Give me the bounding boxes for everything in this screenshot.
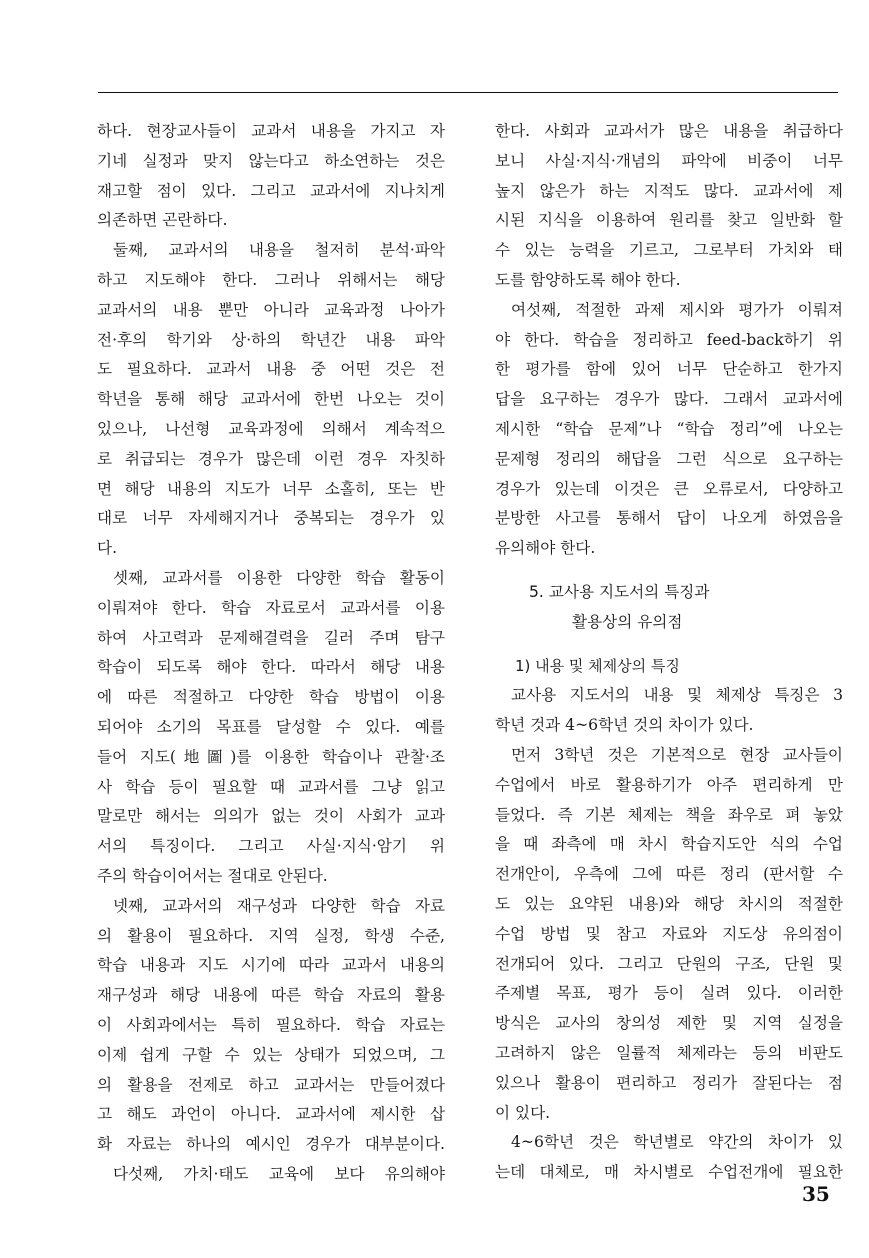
text-line: 주제별 목표, 평가 등이 실려 있다. 이러한	[495, 984, 843, 1003]
text-line: 경우가 있는데 이것은 큰 오류로서, 다양하고	[495, 479, 843, 498]
text-line: 교과서의 내용 뿐만 아니라 교육과정 나아가	[97, 300, 445, 319]
text-line: 이 사회과에서는 특히 필요하다. 학습 자료는	[97, 1015, 445, 1034]
text-line: 다.	[97, 539, 118, 558]
header-rule	[98, 92, 838, 93]
text-line: 수업 방법 및 참고 자료와 지도상 유의점이	[495, 924, 843, 943]
text-line: 의 활용이 필요하다. 지역 실정, 학생 수준,	[97, 926, 445, 945]
text-line: 학년 것과 4~6학년 것의 차이가 있다.	[495, 716, 754, 735]
text-line: 로 취급되는 경우가 많은데 이런 경우 자칫하	[97, 449, 445, 468]
text-line: 4~6학년 것은 학년별로 약간의 차이가 있	[511, 1133, 843, 1152]
text-line: 전개되어 있다. 그리고 단원의 구조, 단원 및	[495, 954, 843, 973]
text-line: 수 있는 능력을 기르고, 그로부터 가치와 태	[495, 241, 843, 260]
text-line: 전·후의 학기와 상·하의 학년간 내용 파악	[97, 330, 445, 349]
text-line: 되어야 소기의 목표를 달성할 수 있다. 예를	[97, 717, 445, 736]
text-line: 주의 학습이어서는 절대로 안된다.	[97, 866, 328, 885]
text-line: 야 한다. 학습을 정리하고 feed-back하기 위	[495, 330, 843, 349]
left-column	[97, 117, 445, 1190]
text-line: 고려하지 않은 일률적 체제라는 등의 비판도	[495, 1043, 843, 1062]
text-line: 이뤄져야 한다. 학습 자료로서 교과서를 이용	[97, 598, 445, 617]
text-line: 높지 않은가 하는 지적도 많다. 교과서에 제	[495, 181, 843, 200]
text-line: 교사용 지도서의 내용 및 체제상 특징은 3	[511, 686, 843, 705]
text-line: 먼저 3학년 것은 기본적으로 현장 교사들이	[511, 745, 843, 764]
section-heading-continued: 활용상의 유의점	[572, 612, 683, 631]
text-line: 하여 사고력과 문제해결력을 길러 주며 탐구	[97, 628, 445, 647]
text-line: 넷째, 교과서의 재구성과 다양한 학습 자료	[113, 896, 445, 915]
text-line: 면 해당 내용의 지도가 너무 소홀히, 또는 반	[97, 479, 445, 498]
text-line: 학습 내용과 지도 시기에 따라 교과서 내용의	[97, 956, 445, 975]
text-line: 문제형 정리의 해답을 그런 식으로 요구하는	[495, 449, 843, 468]
right-column	[495, 117, 843, 1188]
text-line: 들어 지도(地圖)를 이용한 학습이나 관찰·조	[97, 747, 445, 766]
text-line: 말로만 해서는 의의가 없는 것이 사회가 교과	[97, 807, 445, 826]
text-line: 하다. 현장교사들이 교과서 내용을 가지고 자	[97, 122, 445, 140]
text-line: 화 자료는 하나의 예시인 경우가 대부분이다.	[97, 1135, 445, 1154]
subsection-gap	[495, 638, 843, 652]
text-line: 대로 너무 자세해지거나 중복되는 경우가 있	[97, 509, 445, 528]
text-line: 전개안이, 우측에 그에 따른 정리 (판서할 수	[495, 865, 843, 884]
text-line: 있으나, 나선형 교육과정에 의해서 계속적으	[97, 419, 445, 438]
text-line: 있으나 활용이 편리하고 정리가 잘된다는 점	[495, 1073, 843, 1092]
text-line: 고 해도 과언이 아니다. 교과서에 제시한 삽	[97, 1105, 445, 1124]
text-line: 시된 지식을 이용하여 원리를 찾고 일반화 할	[495, 211, 843, 230]
text-line: 에 따른 적절하고 다양한 학습 방법이 이용	[97, 688, 445, 707]
section-gap	[495, 564, 843, 578]
text-line: 이제 쉽게 구할 수 있는 상태가 되었으며, 그	[97, 1045, 445, 1064]
right-column-bottom-text	[495, 681, 843, 1188]
text-line: 보니 사실·지식·개념의 파악에 비중이 너무	[495, 151, 843, 170]
text-line: 학년을 통해 해당 교과서에 한번 나오는 것이	[97, 390, 445, 409]
text-line: 한 평가를 함에 있어 너무 단순하고 한가지	[495, 360, 843, 379]
page-number: 35	[802, 1182, 830, 1206]
text-line: 여섯째, 적절한 과제 제시와 평가가 이뤄져	[511, 300, 843, 319]
text-line: 서의 특징이다. 그리고 사실·지식·암기 위	[97, 837, 445, 856]
text-line: 들었다. 즉 기본 체제는 책을 좌우로 펴 놓았	[495, 805, 843, 824]
text-line: 방식은 교사의 창의성 제한 및 지역 실정을	[495, 1014, 843, 1033]
section-heading: 5. 교사용 지도서의 특징과	[529, 582, 710, 601]
text-line: 수업에서 바로 활용하기가 아주 편리하게 만	[495, 775, 843, 794]
text-line: 하고 지도해야 한다. 그러나 위해서는 해당	[97, 270, 445, 289]
text-line: 을 때 좌측에 매 차시 학습지도안 식의 수업	[495, 835, 843, 854]
text-line: 제시한 “학습 문제”나 “학습 정리”에 나오는	[495, 419, 843, 438]
text-line: 둘째, 교과서의 내용을 철저히 분석·파악	[113, 241, 445, 260]
text-line: 분방한 사고를 통해서 답이 나오게 하였음을	[495, 509, 843, 528]
text-line: 의존하면 곤란하다.	[97, 211, 228, 230]
text-line: 이 있다.	[495, 1103, 551, 1122]
text-line: 도 있는 요약된 내용)와 해당 차시의 적절한	[495, 894, 843, 913]
text-line: 한다. 사회과 교과서가 많은 내용을 취급하다	[495, 122, 843, 140]
text-line: 기네 실정과 맞지 않는다고 하소연하는 것은	[97, 151, 445, 170]
text-line: 의 활용을 전제로 하고 교과서는 만들어졌다	[97, 1075, 445, 1094]
text-line: 재고할 점이 있다. 그리고 교과서에 지나치게	[97, 181, 445, 200]
text-line: 다섯째, 가치·태도 교육에 보다 유의해야	[113, 1164, 445, 1183]
text-line: 답을 요구하는 경우가 많다. 그래서 교과서에	[495, 390, 843, 409]
text-line: 재구성과 해당 내용에 따른 학습 자료의 활용	[97, 986, 445, 1005]
text-line: 도를 함양하도록 해야 한다.	[495, 270, 681, 289]
text-line: 도 필요하다. 교과서 내용 중 어떤 것은 전	[97, 360, 445, 379]
text-line: 유의해야 한다.	[495, 539, 596, 558]
right-column-top-text	[495, 117, 843, 564]
subsection-heading: 1) 내용 및 체제상의 특징	[515, 656, 680, 675]
text-line: 셋째, 교과서를 이용한 다양한 학습 활동이	[113, 568, 445, 587]
text-line: 학습이 되도록 해야 한다. 따라서 해당 내용	[97, 658, 445, 677]
text-line: 는데 대체로, 매 차시별로 수업전개에 필요한	[495, 1163, 843, 1182]
text-line: 사 학습 등이 필요할 때 교과서를 그냥 읽고	[97, 777, 445, 796]
